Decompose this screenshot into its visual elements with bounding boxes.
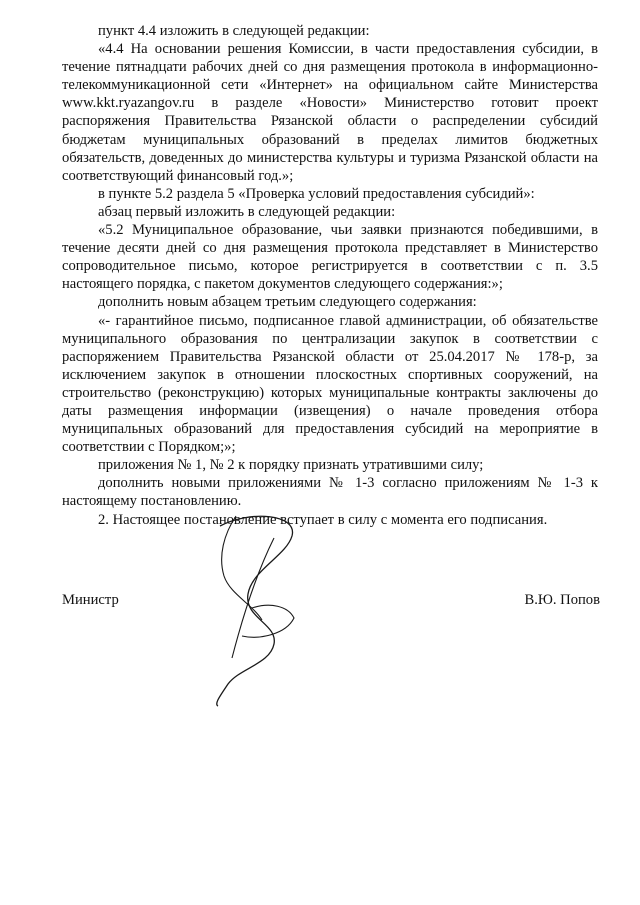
paragraph-effective-date: 2. Настоящее постановление вступает в силу с момента его подписания. — [98, 511, 548, 528]
paragraph-first-abzac-intro: абзац первый изложить в следующей редакции: — [98, 203, 396, 220]
signatory-name: В.Ю. Попов — [524, 592, 600, 608]
handwritten-signature-icon — [190, 508, 320, 708]
paragraph-item-4-4-intro: пункт 4.4 изложить в следующей редакции: — [98, 23, 370, 39]
paragraph-guarantee-letter: «- гарантийное письмо, подписанное главой администрации, об обязательстве муниципального образования по централизации закупок в соответствии с распоряжением Правительства Рязанской области от 25.04.2017 № 178-р, за исключением закупок в отношении плоскостных спортивных сооружений, на строительство (реконструкцию) которых муниципальные контракты заключены до даты размещения информации (извещения) о начале проведения отбора муниципальных образований для предоставления субсидий на мероприятие в соответствии с Порядком;»; — [62, 312, 598, 456]
paragraph-new-annexes: дополнить новыми приложениями № 1-3 согласно приложениям № 1-3 к настоящему постановлению. — [62, 475, 598, 510]
paragraph-third-abzac-intro: дополнить новым абзацем третьим следующего содержания: — [98, 294, 477, 311]
paragraph-section-5-2-intro: в пункте 5.2 раздела 5 «Проверка условий предоставления субсидий»: — [98, 185, 535, 202]
paragraph-item-5-2-text: «5.2 Муниципальное образование, чьи заявки признаются победившими, в течение десяти дней со дня размещения протокола представляет в Министерство сопроводительное письмо, которое регистрируется в соответствии с п. 3.5 настоящего порядка, с пакетом документов следующего содержания:»; — [62, 222, 598, 293]
signatory-title: Министр — [62, 592, 119, 608]
paragraph-item-4-4-text: «4.4 На основании решения Комиссии, в части предоставления субсидии, в течение пятнадцати рабочих дней со дня размещения протокола в информационно-телекоммуникационной сети «Интернет» на официальном сайте Министерства www.kkt.ryazangov.ru в разделе «Новости» Министерство готовит проект распоряжения Правительства Рязанской области о распределении субсидий бюджетам муниципальных образований в пределах лимитов бюджетных обязательств, доведенных до министерства культуры и туризма Рязанской области на соответствующий финансовый год.»; — [62, 41, 598, 184]
paragraph-annexes-void: приложения № 1, № 2 к порядку признать утратившими силу; — [98, 457, 484, 474]
document-body — [62, 22, 598, 529]
